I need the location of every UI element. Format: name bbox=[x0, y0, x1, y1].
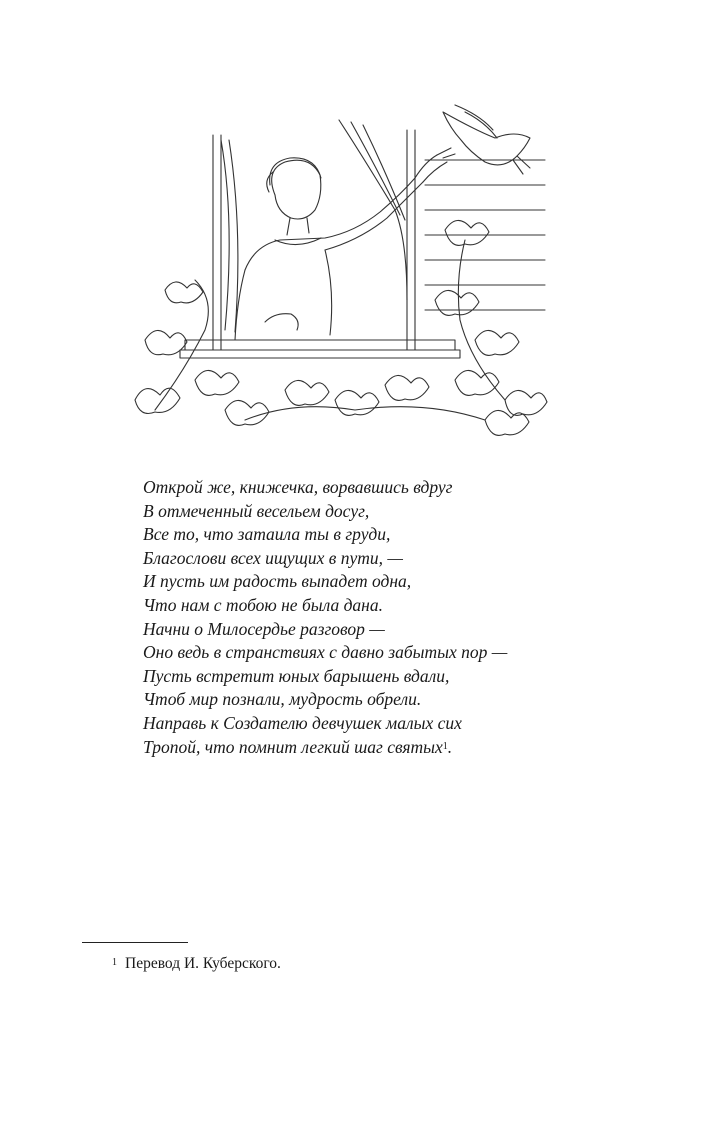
poem-line-text: Тропой, что помнит легкий шаг святых bbox=[143, 736, 443, 757]
poem-line: Благослови всех ищущих в пути, — bbox=[143, 547, 403, 568]
poem-line: Открой же, книжечка, ворвавшись вдруг bbox=[143, 477, 453, 497]
poem-line-last bbox=[143, 736, 623, 760]
footnote-text: Перевод И. Куберского. bbox=[125, 955, 281, 972]
woman-window-bird-icon bbox=[125, 100, 550, 445]
poem-line: Направь к Создателю девчушек малых сих bbox=[143, 712, 462, 733]
footnote-divider bbox=[82, 942, 188, 943]
poem-line: В отмеченный весельем досуг, bbox=[143, 500, 370, 521]
footnote bbox=[112, 954, 281, 974]
poem bbox=[143, 476, 623, 759]
footnote-reference[interactable]: 1 bbox=[442, 740, 448, 752]
poem-line-end: . bbox=[447, 736, 453, 757]
poem-line: Все то, что затаила ты в груди, bbox=[143, 524, 391, 545]
poem-line: Пусть встретит юных барышень вдали, bbox=[143, 665, 450, 686]
poem-line: Начни о Милосердье разговор — bbox=[143, 618, 385, 639]
footnote-mark: 1 bbox=[112, 957, 117, 968]
poem-line: Чтоб мир познали, мудрость обрели. bbox=[143, 689, 422, 710]
poem-line: Оно ведь в странствиях с давно забытых пор — bbox=[143, 642, 508, 663]
illustration bbox=[125, 100, 550, 445]
poem-line: Что нам с тобою не была дана. bbox=[143, 594, 383, 615]
poem-line: И пусть им радость выпадет одна, bbox=[143, 571, 412, 592]
